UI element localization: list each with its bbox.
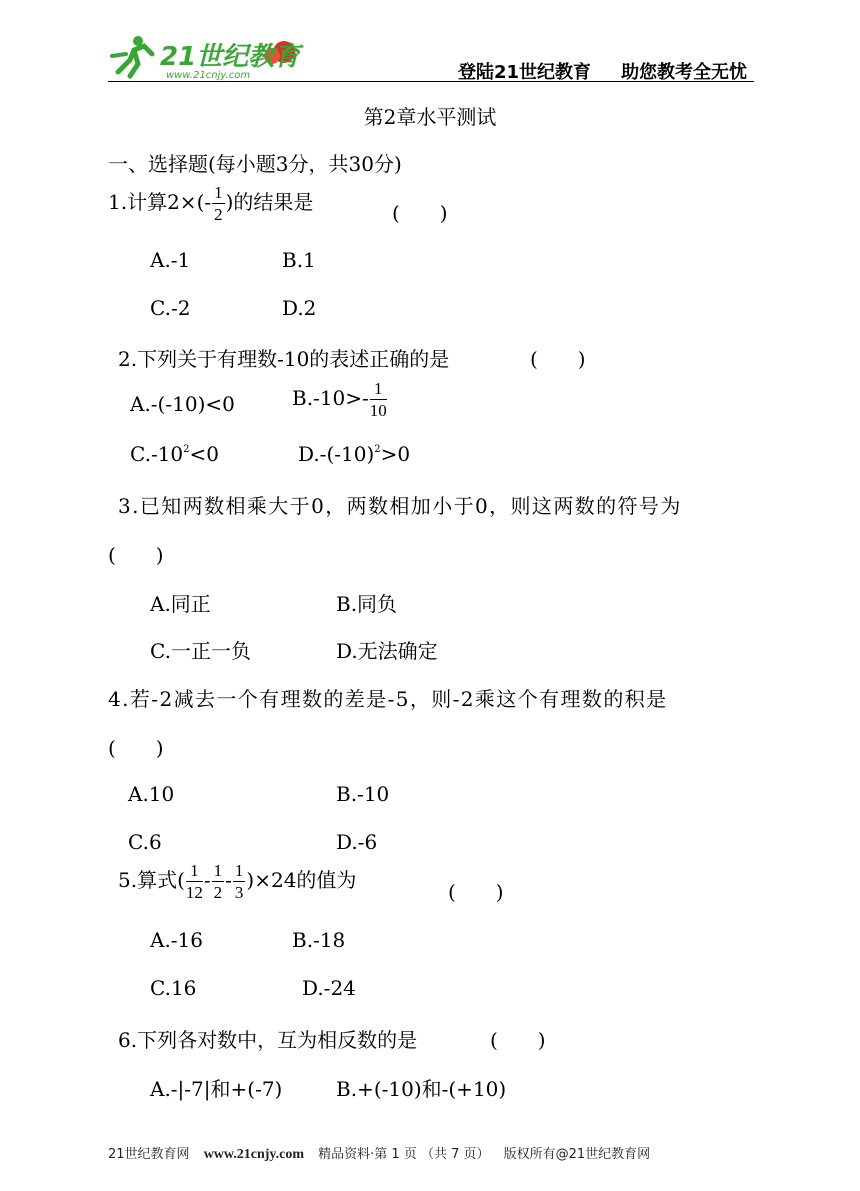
question-4: 4.若-2减去一个有理数的差是-5，则-2乘这个有理数的积是 <box>108 687 668 711</box>
q6-option-b: B.+(-10)和-(+10) <box>336 1077 507 1101</box>
footer-url[interactable]: www.21cnjy.com <box>203 1147 305 1162</box>
q3-option-a: A.同正 <box>150 592 211 616</box>
logo-url: www.21cnjy.com <box>166 70 251 80</box>
header-login-text: 登陆21世纪教育 <box>458 62 592 83</box>
header-tagline: 助您教考全无忧 <box>621 62 748 83</box>
q3-option-d: D.无法确定 <box>336 639 438 663</box>
footer-page-info: 精品资料·第 1 页 （共 7 页） <box>318 1147 490 1162</box>
question-3: 3.已知两数相乘大于0，两数相加小于0，则这两数的符号为 <box>118 494 682 518</box>
question-5: 5.算式( $\frac{1}{12}$ - $\frac{1}{2}$ - $\frac{1}{3}$ )×24的值为 <box>118 861 357 902</box>
fraction: $\frac{1}{10}$ <box>369 379 387 420</box>
q1-option-b: B.1 <box>282 248 316 272</box>
section-heading: 一、选择题(每小题3分，共30分) <box>108 152 402 176</box>
q5-option-b: B.-18 <box>292 928 346 952</box>
question-6: 6.下列各对数中，互为相反数的是 <box>118 1028 418 1052</box>
q2-option-c: $C.-10^2<0$ <box>130 442 220 466</box>
q4-answer-paren: ( ) <box>108 736 164 760</box>
fraction: $\frac{1}{3}$ <box>234 861 244 902</box>
q2-option-a: A.-(-10)<0 <box>130 392 235 416</box>
q3-answer-paren: ( ) <box>108 543 164 567</box>
q1-answer-paren: ( ) <box>392 201 448 225</box>
fraction: $\frac{1}{2}$ <box>213 861 223 902</box>
q2-option-b: B.-10>- $\frac{1}{10}$ <box>292 379 387 420</box>
q1-text-post: )的结果是 <box>225 190 314 214</box>
q5-option-d: D.-24 <box>302 976 356 1000</box>
question-1 <box>108 184 313 223</box>
q4-option-a: A.10 <box>128 782 175 806</box>
q5-option-a: A.-16 <box>150 928 204 952</box>
runner-icon <box>112 36 152 76</box>
q1-text-pre: 1.计算2×(- <box>108 190 212 214</box>
q1-option-a: A.-1 <box>150 248 191 272</box>
fraction: $\frac{1}{12}$ <box>185 861 203 902</box>
question-2: 2.下列关于有理数-10的表述正确的是 <box>118 347 450 371</box>
footer-copyright: 版权所有@21世纪教育网 <box>503 1147 651 1162</box>
q3-option-c: C.一正一负 <box>150 639 251 663</box>
q6-option-a: A.-|-7|和+(-7) <box>150 1077 283 1101</box>
footer-site: 21世纪教育网 <box>108 1147 190 1162</box>
q4-option-c: C.6 <box>128 830 162 854</box>
q1-option-d: D.2 <box>282 296 317 320</box>
q2-answer-paren: ( ) <box>530 347 586 371</box>
fraction: $\frac{1}{2}$ <box>214 183 223 224</box>
page-footer <box>108 1143 660 1163</box>
q4-option-d: D.-6 <box>336 830 378 854</box>
q1-option-c: C.-2 <box>150 296 191 320</box>
page-title: 第2章水平测试 <box>363 105 497 129</box>
q5-option-c: C.16 <box>150 976 197 1000</box>
logo <box>108 32 308 80</box>
q3-option-b: B.同负 <box>336 592 398 616</box>
q5-answer-paren: ( ) <box>448 880 504 904</box>
q6-answer-paren: ( ) <box>490 1028 546 1052</box>
q2-option-d: $D.-(-10)^2>0$ <box>298 442 411 466</box>
q4-option-b: B.-10 <box>336 782 390 806</box>
logo-text: 21世纪教育 <box>160 42 301 72</box>
header-divider <box>108 81 754 82</box>
